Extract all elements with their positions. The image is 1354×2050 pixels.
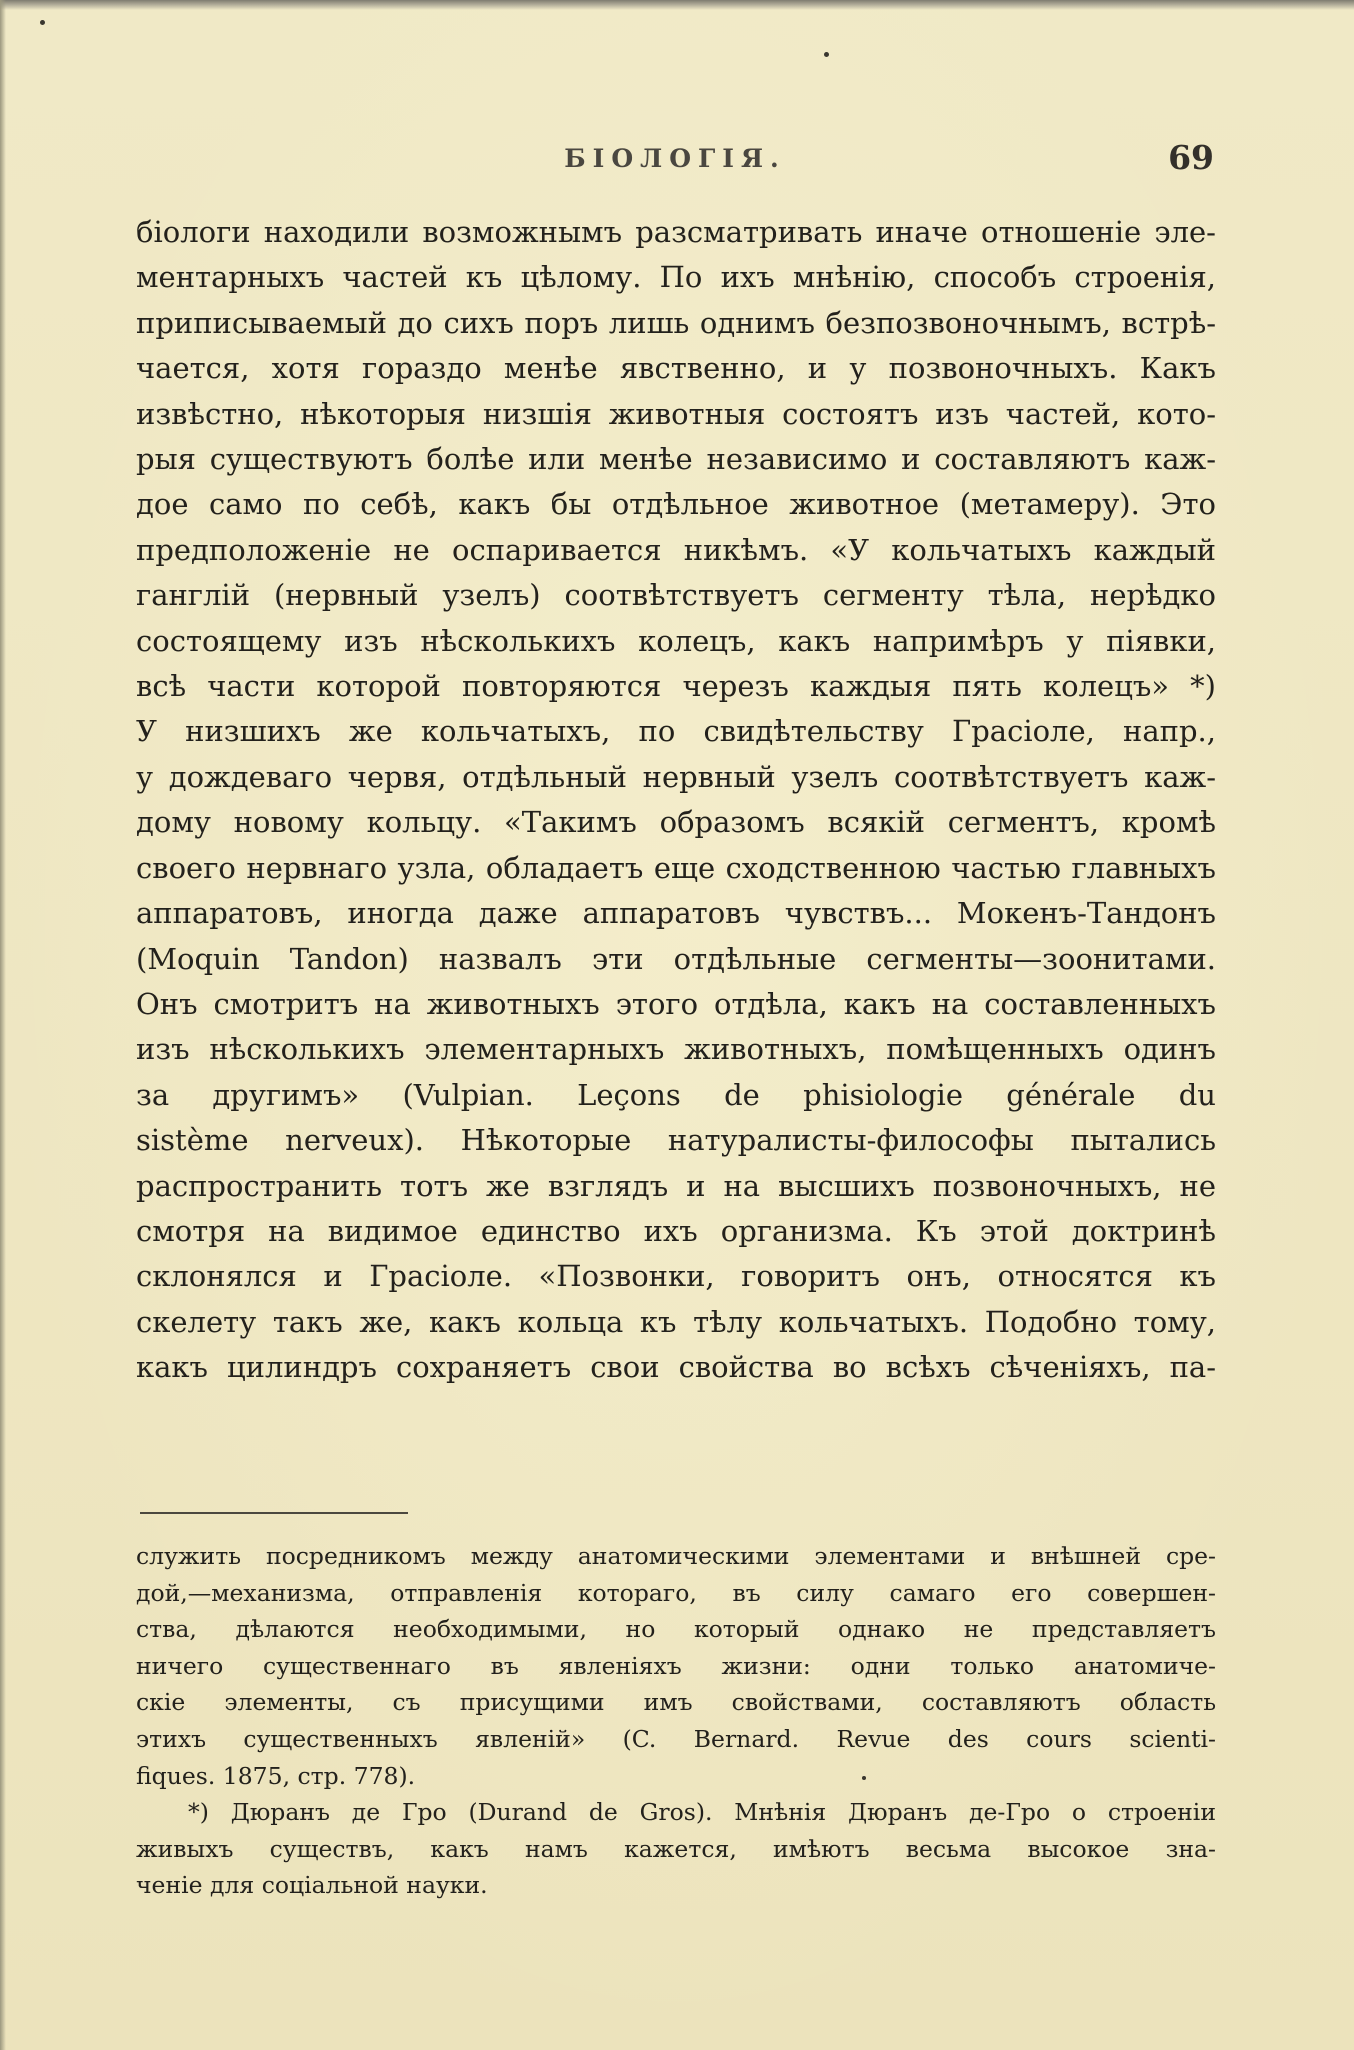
text-line: sistème nerveux). Нѣкоторые натуралисты-философы пытались — [136, 1123, 1216, 1158]
text-line: склонялся и Грасіоле. «Позвонки, говоритъ онъ, относятся къ — [136, 1259, 1216, 1294]
text-line: у дождеваго червя, отдѣльный нервный узелъ соотвѣтствуетъ каж- — [136, 759, 1216, 794]
text-line: дому новому кольцу. «Такимъ образомъ всякій сегментъ, кромѣ — [136, 805, 1216, 840]
footnote-line: ства, дѣлаются необходимыми, но который однако не представляетъ — [136, 1615, 1216, 1644]
text-line: какъ цилиндръ сохраняетъ свои свойства во всѣхъ сѣченіяхъ, па- — [136, 1350, 1216, 1385]
text-line: извѣстно, нѣкоторыя низшія животныя состоятъ изъ частей, кото- — [136, 396, 1216, 431]
text-line: своего нервнаго узла, обладаетъ еще сходственною частью главныхъ — [136, 850, 1216, 885]
text-line: состоящему изъ нѣсколькихъ колецъ, какъ напримѣръ у піявки, — [136, 623, 1216, 658]
text-line: смотря на видимое единство ихъ организма. Къ этой доктринѣ — [136, 1213, 1216, 1248]
text-line: приписываемый до сихъ поръ лишь однимъ безпозвоночнымъ, встрѣ- — [136, 305, 1216, 340]
ink-speck — [824, 52, 829, 57]
text-line: дое само по себѣ, какъ бы отдѣльное животное (метамеру). Это — [136, 487, 1216, 522]
text-line: біологи находили возможнымъ разсматривать иначе отношеніе эле- — [136, 215, 1216, 249]
page-number: 69 — [1168, 138, 1214, 177]
text-line: всѣ части которой повторяются черезъ каждыя пять колецъ» *) — [136, 669, 1216, 704]
text-line: рыя существуютъ болѣе или менѣе независимо и составляютъ каж- — [136, 442, 1216, 477]
footnote-line: этихъ существенныхъ явленій» (C. Bernard. Revue des cours scienti- — [136, 1724, 1216, 1753]
text-line: ганглій (нервный узелъ) соотвѣтствуетъ сегменту тѣла, нерѣдко — [136, 578, 1216, 613]
running-title: БІОЛОГІЯ. — [564, 144, 786, 173]
main-text — [136, 210, 1216, 1391]
footnote-line: служить посредникомъ между анатомическими элементами и внѣшней сре- — [136, 1542, 1216, 1570]
page-header — [130, 132, 1220, 182]
footnote-separator — [140, 1512, 408, 1514]
footnote-line: дой,—механизма, отправленія котораго, въ силу самаго его совершен- — [136, 1578, 1216, 1607]
footnote-line: ченіе для соціальной науки. — [136, 1871, 488, 1900]
text-line: ментарныхъ частей къ цѣлому. По ихъ мнѣнію, способъ строенія, — [136, 260, 1216, 295]
text-line: предположеніе не оспаривается никѣмъ. «У кольчатыхъ каждый — [136, 532, 1216, 567]
ink-speck — [40, 20, 45, 25]
text-line: (Moquin Tandon) назвалъ эти отдѣльные сегменты—зоонитами. — [136, 941, 1216, 976]
footnote-line: скіе элементы, съ присущими имъ свойствами, составляютъ область — [136, 1688, 1216, 1717]
footnotes — [136, 1538, 1216, 1904]
text-line: аппаратовъ, иногда даже аппаратовъ чувствъ... Мокенъ-Тандонъ — [136, 896, 1216, 931]
page-top-edge — [0, 0, 1354, 10]
text-line: изъ нѣсколькихъ элементарныхъ животныхъ, помѣщенныхъ одинъ — [136, 1032, 1216, 1067]
footnote-line: живыхъ существъ, какъ намъ кажется, имѣютъ весьма высокое зна- — [136, 1834, 1216, 1863]
page-left-edge — [0, 0, 6, 2050]
text-line: за другимъ» (Vulpian. Leçons de phisiologie générale du — [136, 1077, 1216, 1112]
footnote-line: fiques. 1875, стр. 778). — [136, 1761, 416, 1790]
footnote-line: *) Дюранъ де Гро (Durand de Gros). Мнѣнія Дюранъ де-Гро о строеніи — [188, 1798, 1216, 1827]
text-line: скелету такъ же, какъ кольца къ тѣлу кольчатыхъ. Подобно тому, — [136, 1304, 1216, 1339]
text-line: У низшихъ же кольчатыхъ, по свидѣтельству Грасіоле, напр., — [136, 714, 1216, 749]
text-line: чается, хотя гораздо менѣе явственно, и у позвоночныхъ. Какъ — [136, 351, 1216, 386]
text-line: распространить тотъ же взглядъ и на высшихъ позвоночныхъ, не — [136, 1168, 1216, 1203]
footnote-line: ничего существеннаго въ явленіяхъ жизни: одни только анатомиче- — [136, 1651, 1216, 1680]
text-line: Онъ смотритъ на животныхъ этого отдѣла, какъ на составленныхъ — [136, 986, 1216, 1021]
